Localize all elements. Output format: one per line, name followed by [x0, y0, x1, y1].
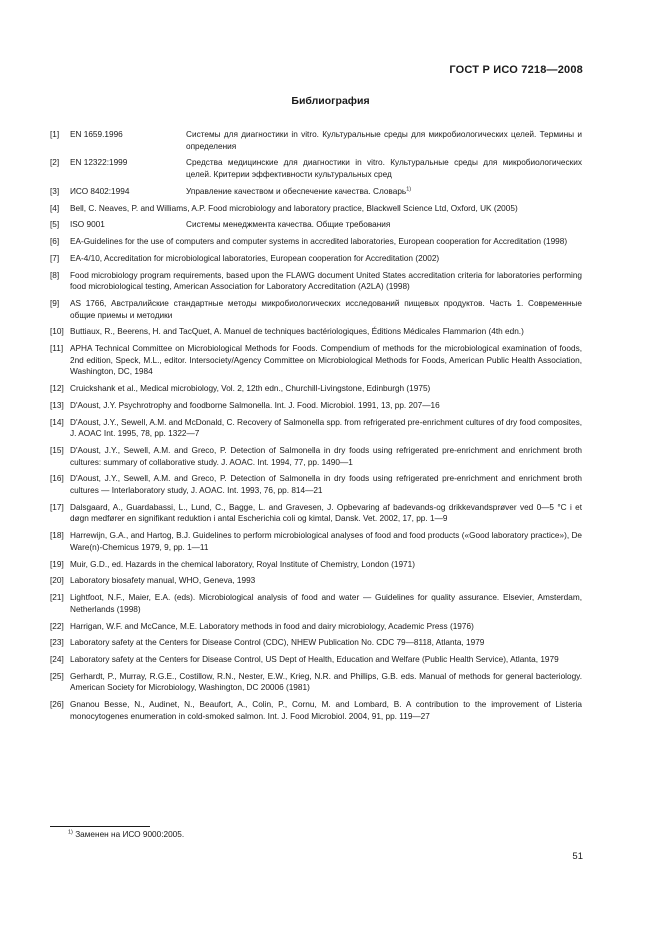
reference-number: [1]: [50, 130, 60, 139]
reference-number: [9]: [50, 299, 60, 309]
standard-designation: ГОСТ Р ИСО 7218—2008: [449, 64, 583, 76]
reference-text: EA-4/10, Accreditation for microbiological laboratories, European cooperation for Accreditation (2002): [70, 253, 440, 263]
reference-item: [50, 219, 582, 231]
reference-number: [20]: [50, 576, 64, 586]
reference-number: [7]: [50, 253, 60, 263]
reference-item: [50, 592, 582, 615]
reference-number: [24]: [50, 655, 64, 665]
reference-code: ИСО 8402:1994: [70, 186, 130, 196]
reference-item: [50, 699, 582, 722]
reference-item: [50, 559, 582, 571]
reference-item: [50, 129, 582, 152]
reference-item: [50, 417, 582, 440]
reference-number: [3]: [50, 186, 60, 196]
reference-text-with-footnote: [186, 186, 582, 198]
reference-text: Средства медицинские для диагностики in vitro. Культуральные среды для микробиологических целей. Критерии эффективности культуральных сред: [186, 158, 582, 179]
reference-text: Gerhardt, P., Murray, R.G.E., Costillow, R.N., Nester, E.W., Krieg, N.R. and Phillips, G.B. eds. Manual of methods for general bacteriology. American Society for Microbiology, Washington, DC 20006 (1981): [70, 671, 582, 693]
reference-text: Buttiaux, R., Beerens, H. and TacQuet, A. Manuel de techniques bactériologiques, Éditions Médicales Flammarion (4th edn.): [70, 327, 524, 337]
reference-text: Dalsgaard, A., Guardabassi, L., Lund, C., Bagge, L. and Gravesen, J. Opbevaring af badevands-og drikkevandsprøver ved 0—5 °C i et døgn medfører en signifikant reduktion i antal Escherichia coli og kimtal, Dansk. Vet. 2002, 17, pp. 1—9: [70, 502, 582, 524]
footnote-divider: [50, 826, 150, 827]
reference-text: Bell, C. Neaves, P. and Williams, A.P. Food microbiology and laboratory practice, Blackwell Science Ltd, Oxford, UK (2005): [70, 203, 518, 213]
reference-text: EA-Guidelines for the use of computers and computer systems in accredited laboratories, European cooperation for Accreditation (1998): [70, 237, 568, 247]
bibliography-title: Библиография: [291, 95, 370, 107]
footnote-marker: 1): [68, 829, 73, 836]
reference-number: [4]: [50, 203, 60, 213]
reference-number: [10]: [50, 327, 64, 337]
footnote: [68, 829, 184, 840]
reference-item: [50, 473, 582, 496]
reference-item: [50, 270, 582, 293]
reference-item: [50, 383, 582, 395]
reference-number: [11]: [50, 344, 64, 354]
reference-item: [50, 253, 582, 265]
page-number: 51: [572, 851, 583, 862]
reference-text: APHA Technical Committee on Microbiological Methods for Foods. Compendium of methods for the microbiological examination of foods, 2nd edition, Speck, M.L., editor. Intersociety/Agency Committee on Microbiological Methods for Foods, American Public Health Association, Washington, DC, 1984: [70, 344, 582, 377]
reference-item: [50, 445, 582, 468]
reference-text: Cruickshank et al., Medical microbiology, Vol. 2, 12th edn., Churchill-Livingstone, Edinburgh (1975): [70, 384, 431, 394]
reference-item: [50, 530, 582, 553]
reference-item: [50, 343, 582, 378]
reference-text: Harrigan, W.F. and McCance, M.E. Laboratory methods in food and dairy microbiology, Academic Press (1976): [70, 621, 474, 631]
reference-code: ISO 9001: [70, 220, 105, 230]
reference-number: [26]: [50, 700, 64, 710]
reference-text: Системы для диагностики in vitro. Культуральные среды для микробиологических целей. Термины и определения: [186, 130, 582, 151]
reference-text: AS 1766, Австралийские стандартные методы микробиологических исследований пищевых продуктов. Часть 1. Современные общие приемы и методики: [70, 299, 582, 320]
reference-number: [22]: [50, 621, 64, 631]
reference-item: [50, 203, 582, 215]
reference-number: [13]: [50, 400, 64, 410]
reference-number: [25]: [50, 671, 64, 681]
reference-number: [23]: [50, 638, 64, 648]
reference-number: [19]: [50, 559, 64, 569]
reference-text: D'Aoust, J.Y. Psychrotrophy and foodborne Salmonella. Int. J. Food. Microbiol. 1991, 13, pp. 207—16: [70, 400, 440, 410]
reference-list: [50, 129, 582, 728]
reference-text: D'Aoust, J.Y., Sewell, A.M. and Greco, P. Detection of Salmonella in dry foods using refrigerated pre-enrichment and enrichment broth cultures: summary of collaborative study. J. AOAC. Int. 1994, 77, pp. 1490—1: [70, 446, 582, 467]
reference-number: [2]: [50, 158, 60, 168]
reference-item: [50, 157, 582, 180]
reference-item: [50, 502, 582, 525]
reference-text: Harrewijn, G.A., and Hartog, B.J. Guidelines to perform microbiological analyses of food and food products («Good laboratory practice»), De Ware(n)-Chemicus 1979, 9, pp. 1—11: [70, 531, 582, 552]
reference-code: EN 1659.1996: [70, 130, 123, 139]
reference-text: Muir, G.D., ed. Hazards in the chemical laboratory, Royal Institute of Chemistry, London (1971): [70, 559, 415, 569]
reference-text: D'Aoust, J.Y., Sewell, A.M. and Greco, P. Detection of Salmonella in dry foods using refrigerated pre-enrichment and enrichment broth cultures — Interlaboratory study, J. AOAC. Int. 1993, 76, pp. 814—21: [70, 474, 582, 496]
reference-number: [6]: [50, 237, 60, 247]
reference-number: [5]: [50, 220, 60, 230]
reference-item: [50, 186, 582, 198]
reference-number: [21]: [50, 593, 64, 603]
reference-item: [50, 637, 582, 649]
reference-number: [17]: [50, 502, 64, 512]
reference-item: [50, 671, 582, 694]
reference-number: [16]: [50, 474, 64, 484]
reference-item: [50, 298, 582, 321]
reference-number: [8]: [50, 270, 60, 280]
reference-code: EN 12322:1999: [70, 158, 128, 168]
reference-text: Gnanou Besse, N., Audinet, N., Beaufort, A., Colin, P., Cornu, M. and Lombard, B. A contribution to the improvement of Listeria monocytogenes enumeration in cold-smoked salmon. Int. J. Food Microbiol. 2004, 91, pp. 119—27: [70, 700, 582, 721]
reference-number: [12]: [50, 384, 64, 394]
reference-text: Food microbiology program requirements, based upon the FLAWG document United States accreditation criteria for laboratories performing food microbiological testing, American Association for Laboratory Accreditation (A2LA) (1998): [70, 270, 582, 292]
reference-number: [14]: [50, 417, 64, 427]
reference-item: [50, 575, 582, 587]
reference-item: [50, 621, 582, 633]
reference-item: [50, 400, 582, 412]
reference-text: Управление качеством и обеспечение качества. Словарь: [186, 186, 407, 196]
reference-item: [50, 326, 582, 338]
reference-text: Laboratory biosafety manual, WHO, Geneva, 1993: [70, 576, 256, 586]
footnote-text: Заменен на ИСО 9000:2005.: [75, 830, 185, 839]
reference-text: D'Aoust, J.Y., Sewell, A.M. and McDonald, C. Recovery of Salmonella spp. from refrigerated pre-enrichment cultures of dry food composites, J. AOAC Int. 1995, 78, pp. 1322—7: [70, 417, 582, 439]
reference-item: [50, 654, 582, 666]
reference-text: Laboratory safety at the Centers for Disease Control (CDC), NHEW Publication No. CDC 79—8118, Atlanta, 1979: [70, 638, 485, 648]
reference-item: [50, 236, 582, 248]
footnote-marker: 1): [406, 186, 412, 192]
reference-text: Системы менеджмента качества. Общие требования: [186, 220, 391, 230]
reference-text: Lightfoot, N.F., Maier, E.A. (eds). Microbiological analysis of food and water — Guidelines for quality assurance. Elsevier, Amsterdam, Netherlands (1998): [70, 593, 582, 614]
reference-text: Laboratory safety at the Centers for Disease Control, US Dept of Health, Education and Welfare (Public Health Service), Atlanta, 1979: [70, 655, 559, 665]
reference-number: [18]: [50, 531, 64, 541]
reference-number: [15]: [50, 446, 64, 456]
